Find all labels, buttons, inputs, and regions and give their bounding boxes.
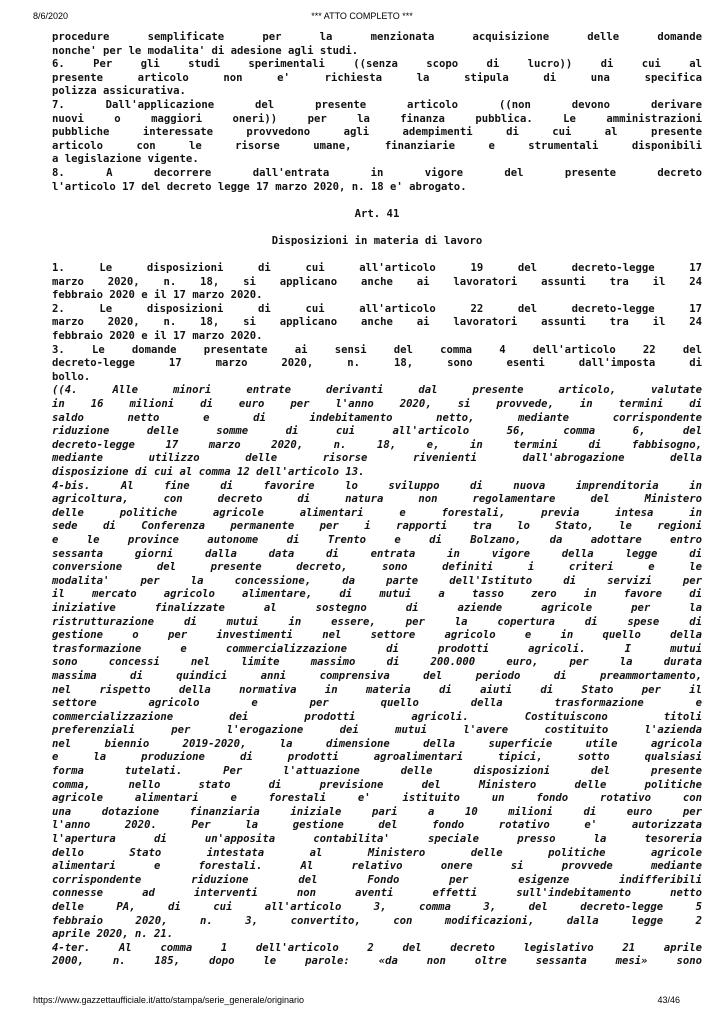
text-line: preferenziali per l'erogazione dei mutui l'avere costituito l'azienda bbox=[52, 724, 702, 737]
text-line: marzo 2020, n. 18, si applicano anche ai lavoratori assunti tra il 24 bbox=[52, 316, 702, 329]
text-line: ristrutturazione di mutui in essere, per la copertura di spese di bbox=[52, 615, 702, 628]
text-line: l'articolo 17 del decreto legge 17 marzo 2020, n. 18 e' abrogato. bbox=[52, 180, 467, 193]
text-line: sede di Conferenza permanente per i rapporti tra lo Stato, le regioni bbox=[52, 520, 702, 533]
text-line: l'apertura di un'apposita contabilita' speciale presso la tesoreria bbox=[52, 833, 702, 846]
document-body bbox=[52, 31, 702, 969]
text-line: decreto-legge 17 marzo 2020, n. 18, e, in termini di fabbisogno, bbox=[52, 438, 702, 451]
text-line: gestione o per investimenti nel settore agricolo e in quello della bbox=[52, 629, 702, 642]
text-line: in 16 milioni di euro per l'anno 2020, si provvede, in termini di bbox=[52, 398, 702, 411]
text-line: commercializzazione dei prodotti agricoli. Costituiscono titoli bbox=[52, 710, 702, 723]
text-line: febbraio 2020 e il 17 marzo 2020. bbox=[52, 330, 263, 343]
text-line: disposizione di cui al comma 12 dell'articolo 13. bbox=[52, 466, 365, 478]
source-url: https://www.gazzettaufficiale.it/atto/stampa/serie_generale/originario bbox=[33, 995, 304, 1005]
text-line: saldo netto e di indebitamento netto, mediante corrispondente bbox=[52, 411, 702, 424]
text-line: massima di quindici anni comprensiva del periodo di preammortamento, bbox=[52, 669, 702, 682]
text-line: forma tutelati. Per l'attuazione delle disposizioni del presente bbox=[52, 765, 702, 778]
text-line: 6. Per gli studi sperimentali ((senza scopo di lucro)) di cui al bbox=[52, 58, 702, 71]
text-line: 4-bis. Al fine di favorire lo sviluppo di nuova imprenditoria in bbox=[52, 479, 702, 492]
header-title: *** ATTO COMPLETO *** bbox=[311, 11, 413, 21]
text-line: febbraio 2020, n. 3, convertito, con modificazioni, dalla legge 2 bbox=[52, 914, 702, 927]
text-line: mediante utilizzo delle risorse rivenienti dall'abrogazione della bbox=[52, 452, 702, 465]
text-line: conversione del presente decreto, sono definiti i criteri e le bbox=[52, 561, 702, 574]
text-line: connesse ad interventi non aventi effetti sull'indebitamento netto bbox=[52, 887, 702, 900]
text-line: settore agricolo e per quello della trasformazione e bbox=[52, 697, 702, 710]
text-line: nel rispetto della normativa in materia di aiuti di Stato per il bbox=[52, 683, 702, 696]
previous-article-tail bbox=[52, 31, 702, 194]
text-line: trasformazione e commercializzazione di prodotti agricoli. I mutui bbox=[52, 642, 702, 655]
text-line: febbraio 2020 e il 17 marzo 2020. bbox=[52, 289, 263, 302]
article-number: Art. 41 bbox=[354, 207, 400, 220]
text-line: comma, nello stato di previsione del Ministero delle politiche bbox=[52, 778, 702, 791]
text-line: una dotazione finanziaria iniziale pari a 10 milioni di euro per bbox=[52, 805, 702, 818]
text-line: decreto-legge 17 marzo 2020, n. 18, sono esenti dall'imposta di bbox=[52, 357, 702, 370]
text-line: sono concessi nel limite massimo di 200.000 euro, per la durata bbox=[52, 656, 702, 669]
text-line: articolo con le risorse umane, finanziarie e strumentali disponibili bbox=[52, 139, 702, 152]
text-line: agricoltura, con decreto di natura non regolamentare del Ministero bbox=[52, 493, 702, 506]
text-line: nuovi o maggiori oneri)) per la finanza pubblica. Le amministrazioni bbox=[52, 112, 702, 125]
text-line: e la produzione di prodotti agroalimentari tipici, sotto qualsiasi bbox=[52, 751, 702, 764]
text-line: alimentari e forestali. Al relativo onere si provvede mediante bbox=[52, 860, 702, 873]
text-line: 4-ter. Al comma 1 dell'articolo 2 del decreto legislativo 21 aprile bbox=[52, 941, 702, 954]
text-line: dello Stato intestata al Ministero delle politiche agricole bbox=[52, 846, 702, 859]
text-line: presente articolo non e' richiesta la stipula di una specifica bbox=[52, 71, 702, 84]
text-line: riduzione delle somme di cui all'articolo 56, comma 6, del bbox=[52, 425, 702, 438]
text-line: nonche' per le modalita' di adesione agli studi. bbox=[52, 44, 359, 57]
page-number: 43/46 bbox=[657, 995, 680, 1005]
text-line: iniziative finalizzate al sostegno di aziende agricole per la bbox=[52, 601, 702, 614]
text-line: 1. Le disposizioni di cui all'articolo 19 del decreto-legge 17 bbox=[52, 262, 702, 275]
text-line: modalita' per la concessione, da parte dell'Istituto di servizi per bbox=[52, 574, 702, 587]
text-line: l'anno 2020. Per la gestione del fondo rotativo e' autorizzata bbox=[52, 819, 702, 832]
article-41-text bbox=[52, 262, 702, 969]
text-line: agricole alimentari e forestali e' istituito un fondo rotativo con bbox=[52, 792, 702, 805]
text-line: ((4. Alle minori entrate derivanti dal presente articolo, valutate bbox=[52, 384, 702, 397]
page-footer bbox=[0, 995, 724, 1007]
text-line: a legislazione vigente. bbox=[52, 153, 199, 166]
text-line: pubbliche interessate provvedono agli adempimenti di cui al presente bbox=[52, 126, 702, 139]
text-line: corrispondente riduzione del Fondo per esigenze indifferibili bbox=[52, 873, 702, 886]
print-date: 8/6/2020 bbox=[33, 11, 69, 21]
text-line: delle politiche agricole alimentari e forestali, previa intesa in bbox=[52, 506, 702, 519]
text-line: polizza assicurativa. bbox=[52, 85, 186, 98]
text-line: 3. Le domande presentate ai sensi del comma 4 dell'articolo 22 del bbox=[52, 343, 702, 356]
text-line: 2000, n. 185, dopo le parole: «da non oltre sessanta mesi» sono bbox=[52, 955, 702, 968]
page-header bbox=[0, 11, 724, 23]
text-line: delle PA, di cui all'articolo 3, comma 3, del decreto-legge 5 bbox=[52, 901, 702, 913]
text-line: aprile 2020, n. 21. bbox=[52, 928, 174, 941]
text-line: marzo 2020, n. 18, si applicano anche ai lavoratori assunti tra il 24 bbox=[52, 275, 702, 288]
article-title: Disposizioni in materia di lavoro bbox=[271, 234, 483, 247]
text-line: bollo. bbox=[52, 370, 91, 383]
text-line: 8. A decorrere dall'entrata in vigore del presente decreto bbox=[52, 166, 702, 179]
text-line: 2. Le disposizioni di cui all'articolo 22 del decreto-legge 17 bbox=[52, 302, 702, 315]
text-line: e le province autonome di Trento e di Bolzano, da adottare entro bbox=[52, 533, 702, 546]
text-line: procedure semplificate per la menzionata acquisizione delle domande bbox=[52, 31, 702, 43]
text-line: nel biennio 2019-2020, la dimensione della superficie utile agricola bbox=[52, 737, 702, 750]
text-line: il mercato agricolo alimentare, di mutui a tasso zero in favore di bbox=[52, 588, 702, 601]
text-line: 7. Dall'applicazione del presente articolo ((non devono derivare bbox=[52, 98, 702, 111]
text-line: sessanta giorni dalla data di entrata in vigore della legge di bbox=[52, 547, 702, 560]
